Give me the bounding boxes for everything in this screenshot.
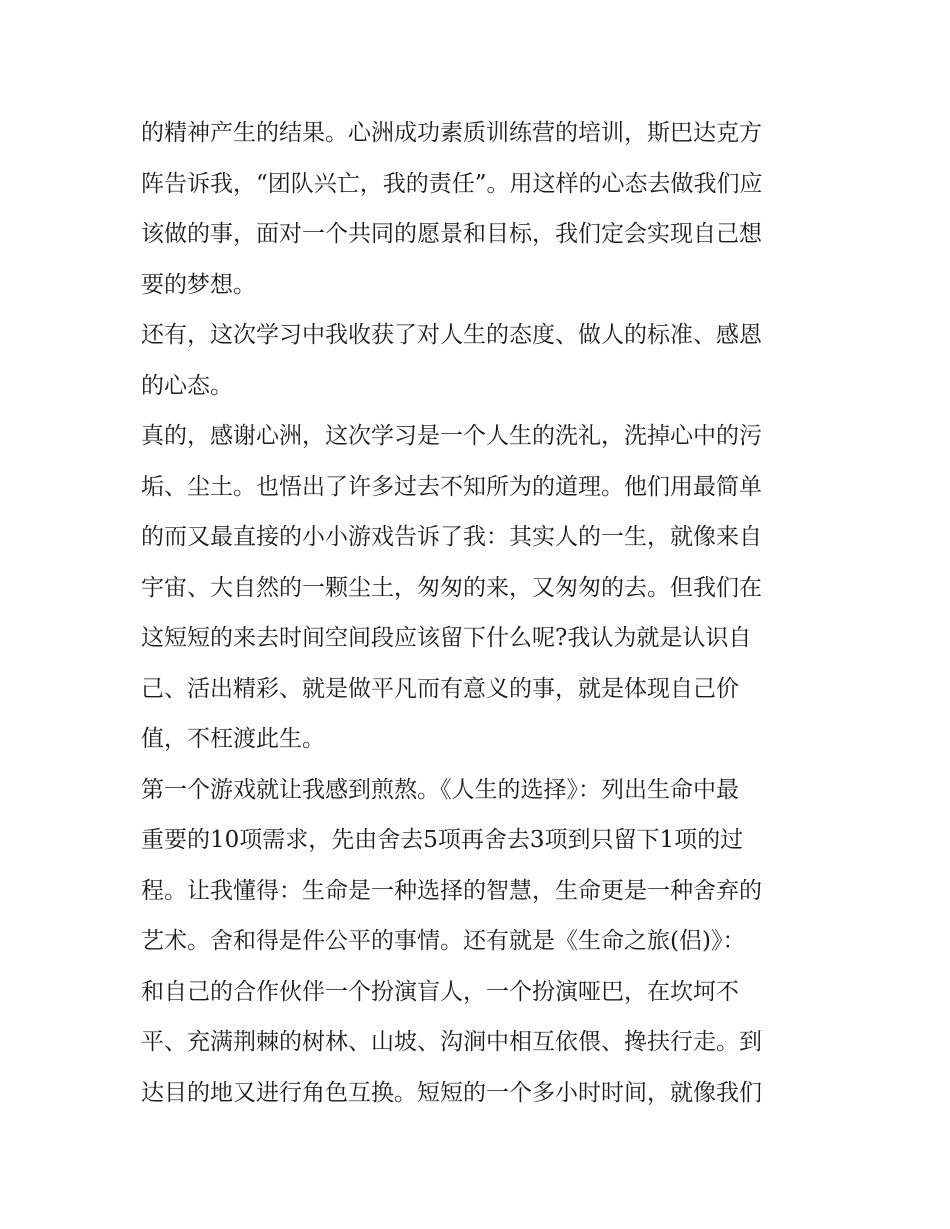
text-line: 垢、尘土。也悟出了许多过去不知所为的道理。他们用最简单: [141, 473, 762, 500]
text-line: 真的，感谢心洲，这次学习是一个人生的洗礼，洗掉心中的污: [141, 423, 762, 449]
body-text: [141, 108, 831, 1118]
text-line: 阵告诉我，“团队兴亡，我的责任”。用这样的心态去做我们应: [141, 170, 763, 197]
text-line: 该做的事，面对一个共同的愿景和目标，我们定会实现自己想: [141, 221, 762, 247]
text-line: 第一个游戏就让我感到煎熬。《人生的选择》：列出生命中最: [141, 776, 739, 803]
text-line: 的而又最直接的小小游戏告诉了我：其实人的一生，就像来自: [141, 524, 762, 550]
text-line: 艺术。舍和得是件公平的事情。还有就是《生命之旅(侣)》：: [141, 928, 746, 954]
text-line: 己、活出精彩、就是做平凡而有意义的事，就是体现自己价: [141, 675, 739, 702]
text-line: 的精神产生的结果。心洲成功素质训练营的培训，斯巴达克方: [141, 120, 762, 146]
text-line: 达目的地又进行角色互换。短短的一个多小时时间，就像我们: [141, 1079, 762, 1106]
text-line: 的心态。: [141, 372, 233, 399]
text-line: 宇宙、大自然的一颗尘土，匆匆的来，又匆匆的去。但我们在: [141, 574, 762, 601]
text-line: 还有，这次学习中我收获了对人生的态度、做人的标准、感恩: [141, 322, 762, 348]
text-line: 平、充满荆棘的树林、山坡、沟涧中相互依偎、搀扶行走。到: [141, 1029, 762, 1055]
text-line: 重要的10项需求，先由舍去5项再舍去3项到只留下1项的过: [141, 827, 744, 853]
text-line: 和自己的合作伙伴一个扮演盲人，一个扮演哑巴，在坎坷不: [141, 978, 739, 1005]
text-line: 程。让我懂得：生命是一种选择的智慧，生命更是一种舍弃的: [141, 877, 762, 904]
text-line: 值，不枉渡此生。: [141, 726, 325, 752]
text-line: 这短短的来去时间空间段应该留下什么呢?我认为就是认识自: [141, 625, 752, 651]
text-line: 要的梦想。: [141, 271, 256, 298]
